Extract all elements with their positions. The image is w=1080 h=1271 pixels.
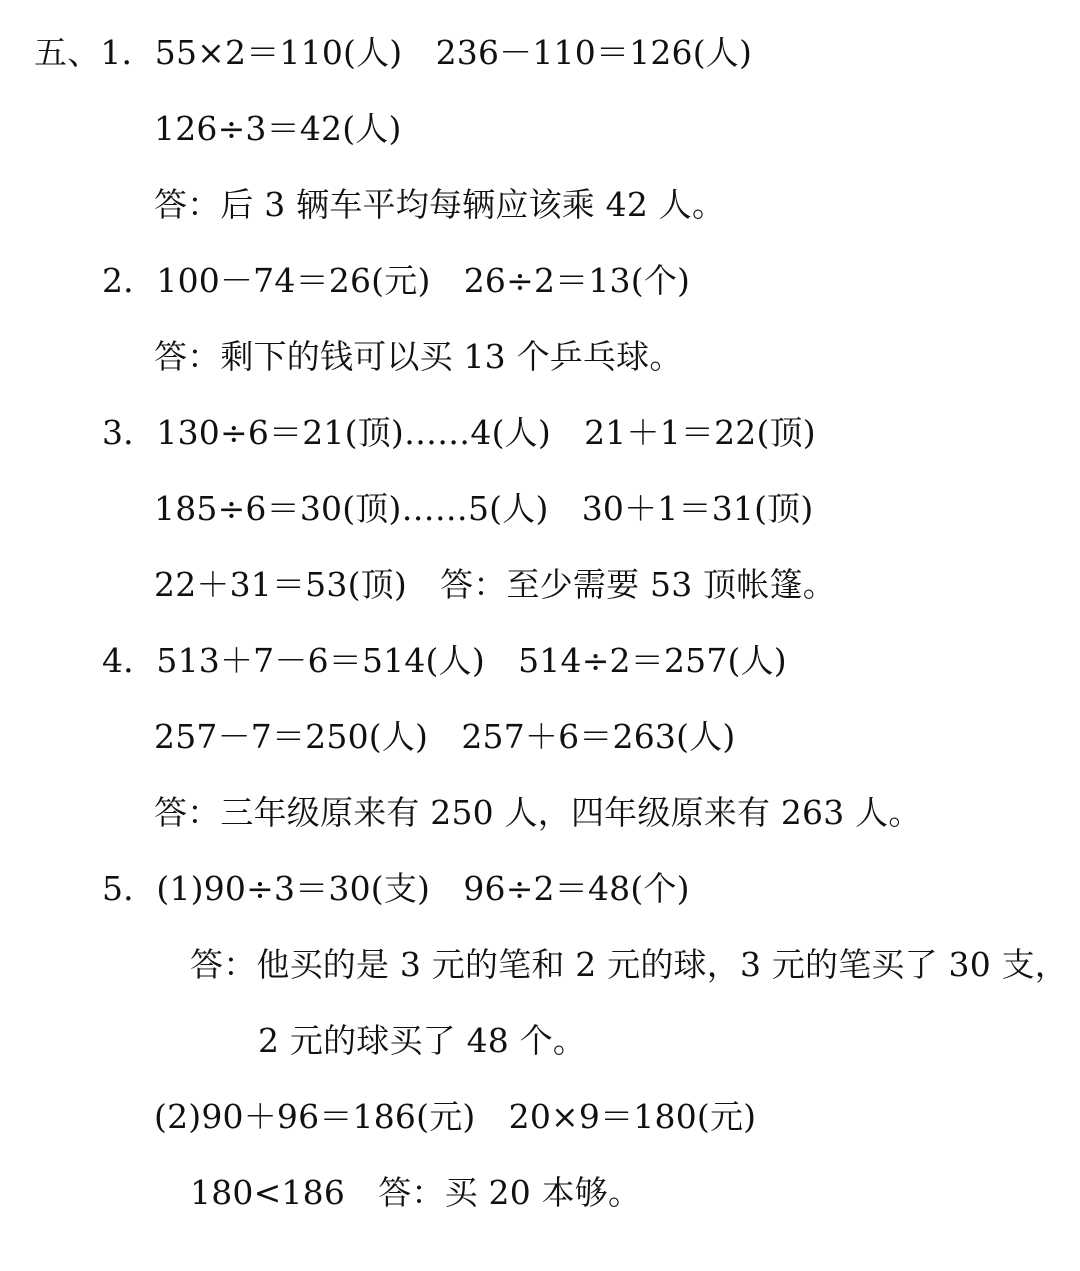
answer-line-14: 2 元的球买了 48 个。 (258, 1021, 587, 1060)
answer-line-11: 答：三年级原来有 250 人，四年级原来有 263 人。 (154, 793, 922, 832)
answer-line-2: 126÷3＝42(人) (154, 109, 402, 148)
answer-line-13: 答：他买的是 3 元的笔和 2 元的球，3 元的笔买了 30 支， (190, 945, 1069, 984)
answer-line-1: 五、1．55×2＝110(人) 236－110＝126(人) (34, 33, 753, 72)
answer-line-16: 180<186 答：买 20 本够。 (190, 1173, 642, 1212)
answer-line-7: 185÷6＝30(顶)……5(人) 30＋1＝31(顶) (154, 489, 814, 528)
answer-line-10: 257－7＝250(人) 257＋6＝263(人) (154, 717, 736, 756)
answer-line-5: 答：剩下的钱可以买 13 个乒乓球。 (154, 337, 683, 376)
answer-line-3: 答：后 3 辆车平均每辆应该乘 42 人。 (154, 185, 726, 224)
answer-line-9: 4．513＋7－6＝514(人) 514÷2＝257(人) (102, 641, 787, 680)
answer-line-6: 3．130÷6＝21(顶)……4(人) 21＋1＝22(顶) (102, 413, 816, 452)
answer-line-4: 2．100－74＝26(元) 26÷2＝13(个) (102, 261, 691, 300)
answer-line-12: 5．(1)90÷3＝30(支) 96÷2＝48(个) (102, 869, 690, 908)
answer-line-8: 22＋31＝53(顶) 答：至少需要 53 顶帐篷。 (154, 565, 836, 604)
answer-line-15: (2)90＋96＝186(元) 20×9＝180(元) (154, 1097, 757, 1136)
